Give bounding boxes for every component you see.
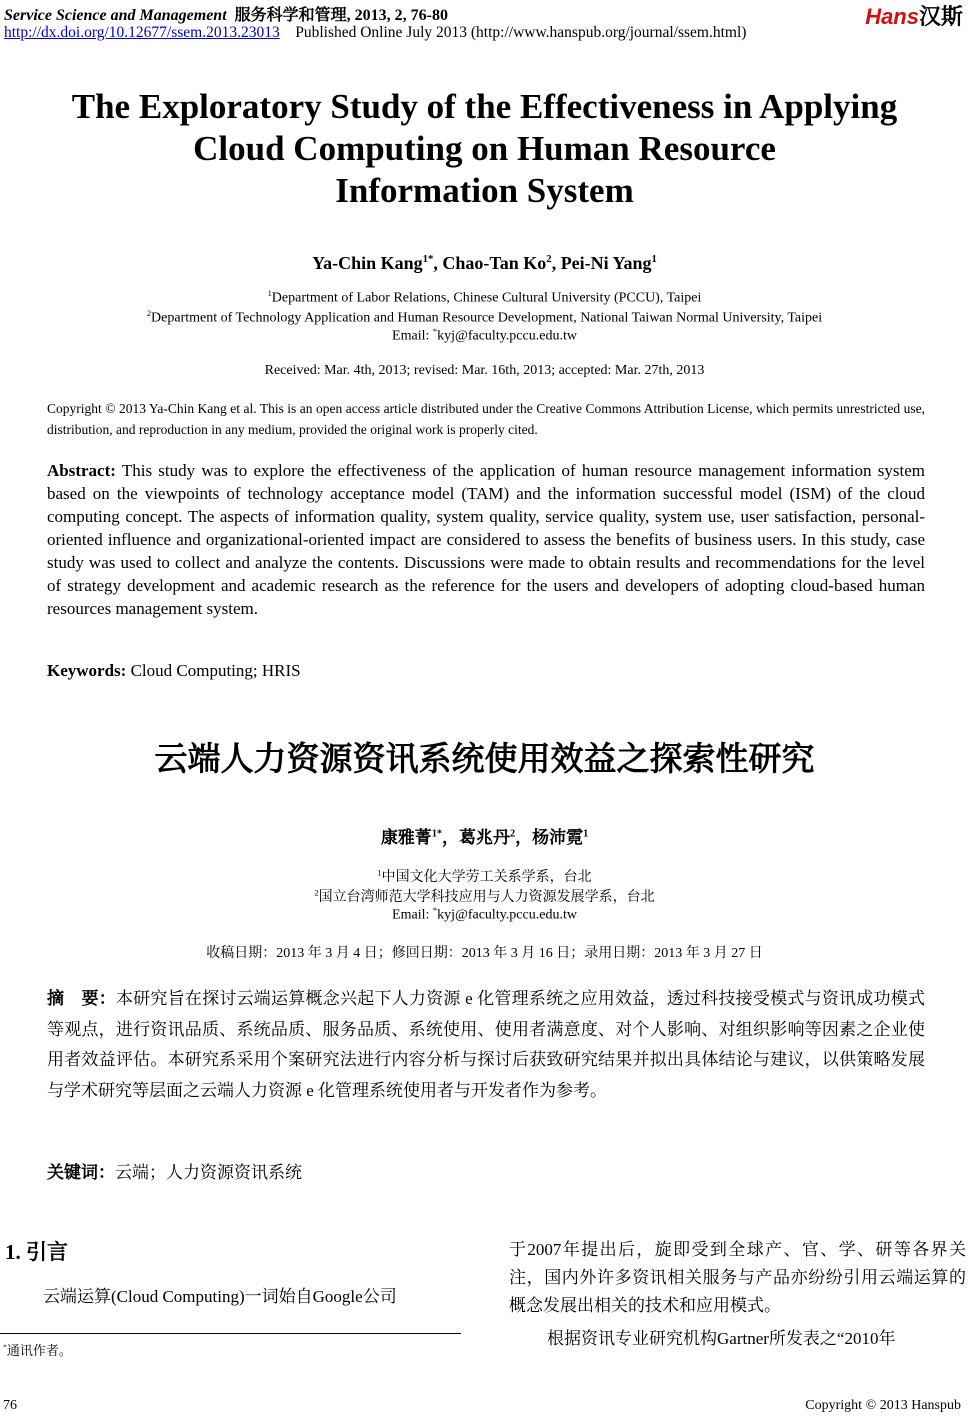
abstract: Abstract: This study was to explore the effectiveness of the application of human resource management information system based on the viewpoints of technology acceptance model (TAM) and the information successful model (ISM) of the cloud computing concept. The aspects of information quality, system quality, service quality, system use, user satisfaction, personal-oriented influence and organizational-oriented impact are considered to assess the benefits of business users. In this study, case study was used to collect and analyze the contents. Discussions were made to obtain results and recommendations for the level of strategy development and academic research as the reference for the users and developers of adopting cloud-based human resources management system. <box>47 461 925 618</box>
hans-logo: Hans汉斯 <box>865 4 963 29</box>
received-dates: Received: Mar. 4th, 2013; revised: Mar. 16th, 2013; accepted: Mar. 27th, 2013 <box>264 363 705 378</box>
footer-copyright: Copyright © 2013 Hanspub <box>805 1398 961 1413</box>
page-number: 76 <box>3 1398 17 1413</box>
email: Email: *kyj@faculty.pccu.edu.tw <box>392 327 577 344</box>
cn-authors: 康雅菁$^{1*}$，葛兆丹$^2$，杨沛霓$^1$ <box>380 828 589 847</box>
footnote-divider <box>0 1333 461 1334</box>
affiliation-1: $^1$Department of Labor Relations, Chinese Cultural University (PCCU), Taipei <box>267 289 702 306</box>
cn-affiliation-2: $^2$国立台湾师范大学科技应用与人力资源发展学系，台北 <box>314 888 655 905</box>
paper-title: The Exploratory Study of the Effectiveness in Applying Cloud Computing on Human Resource Information System <box>71 87 898 210</box>
footnote: *通讯作者。 <box>3 1342 72 1358</box>
doi-link[interactable]: http://dx.doi.org/10.12677/ssem.2013.23013 <box>4 24 280 41</box>
left-column-text: 云端运算(Cloud Computing)一词始自Google公司 <box>43 1287 397 1306</box>
copyright-notice: Copyright © 2013 Ya-Chin Kang et al. This is an open access article distributed under the Creative Commons Attribution License, which permits unrestricted use, distribution, and reproduction in any medium, provided the original work is properly cited. <box>47 401 925 437</box>
journal-header: Service Science and Management 服务科学和管理, 2013, 2, 76-80 <box>4 7 448 24</box>
keywords: Keywords: Cloud Computing; HRIS <box>47 661 301 680</box>
cn-email: Email: *kyj@faculty.pccu.edu.tw <box>392 906 577 923</box>
section-heading: 1. 引言 <box>5 1240 68 1264</box>
cn-title: 云端人力资源资讯系统使用效益之探索性研究 <box>154 739 815 778</box>
cn-keywords: 关键词：云端；人力资源资讯系统 <box>47 1163 302 1183</box>
right-column-text: 于2007年提出后，旋即受到全球产、官、学、研等各界关注，国内外许多资讯相关服务与产品亦纷纷引用云端运算的概念发展出相关的技术和应用模式。 根据资讯专业研究机构Gartner所发表之“2010年 <box>509 1240 966 1348</box>
doi-line: http://dx.doi.org/10.12677/ssem.2013.23013 Published Online July 2013 (http://www.hanspub.org/journal/ssem.html) <box>4 24 747 41</box>
cn-affiliation-1: $^1$中国文化大学劳工关系学系，台北 <box>377 868 592 885</box>
cn-abstract: 摘 要：本研究旨在探讨云端运算概念兴起下人力资源 e 化管理系统之应用效益，透过科技接受模式与资讯成功模式等观点，进行资讯品质、系统品质、服务品质、系统使用、使用者满意度、对个人影响、对组织影响等因素之企业使用者效益评估。本研究系采用个案研究法进行内容分析与探讨后获致研究结果并拟出具体结论与建议，以供策略发展与学术研究等层面之云端人力资源 e 化管理系统使用者与开发者作为参考。 <box>47 989 925 1100</box>
affiliation-2: $^2$Department of Technology Application and Human Resource Development, National Taiwan Normal University, Taipei <box>146 309 823 326</box>
cn-received-dates: 收稿日期：2013 年 3 月 4 日；修回日期：2013 年 3 月 16 日；录用日期：2013 年 3 月 27 日 <box>206 946 763 961</box>
authors: Ya-Chin Kang$^{1*}$, Chao-Tan Ko$^2$, Pei-Ni Yang$^1$ <box>312 253 657 273</box>
